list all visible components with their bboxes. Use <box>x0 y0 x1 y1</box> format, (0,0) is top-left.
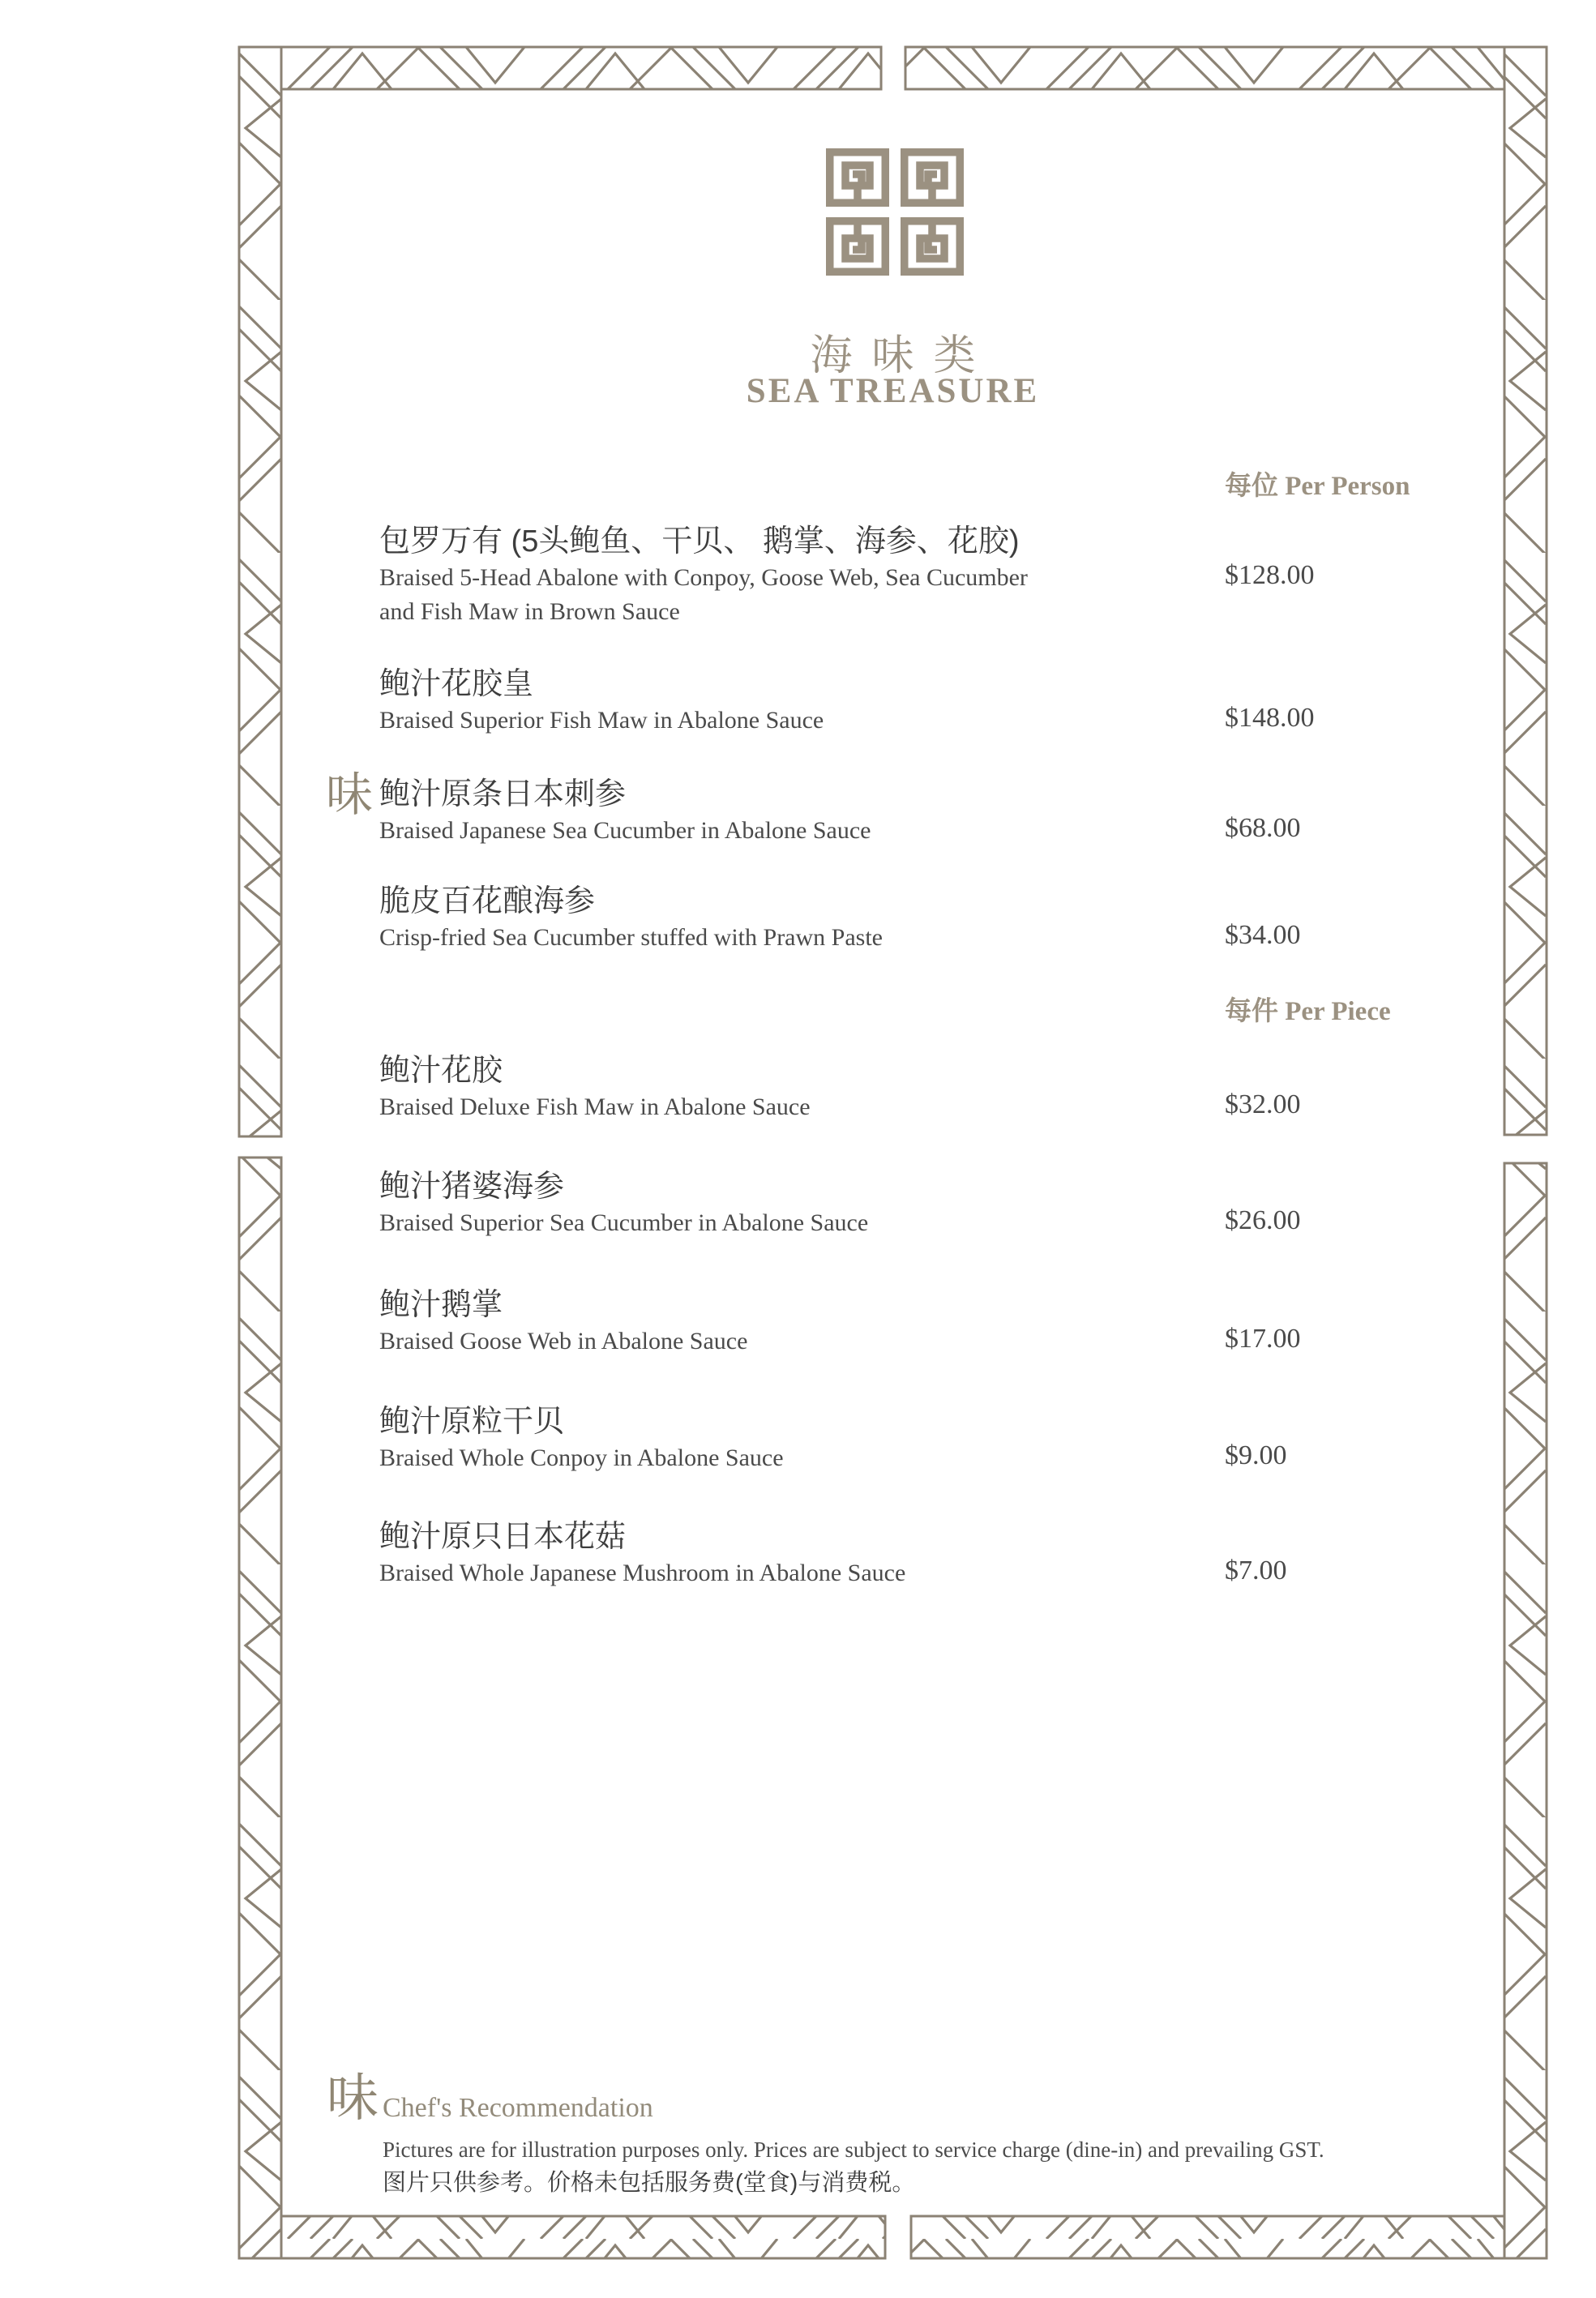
dish-name-zh: 包罗万有 (5头鲍鱼、干贝、 鹅掌、海参、花胶) <box>379 524 1020 558</box>
dish-price: $148.00 <box>1225 703 1315 733</box>
dish-name-zh: 鲍汁花胶皇 <box>379 667 534 701</box>
dish-desc-en: Braised Whole Conpoy in Abalone Sauce <box>379 1444 784 1471</box>
menu-item <box>379 1404 1514 1474</box>
dish-desc-en-line2: and Fish Maw in Brown Sauce <box>379 598 680 625</box>
disclaimer-en: Pictures are for illustration purposes only. Prices are subject to service charge (dine-in) and prevailing GST. <box>383 2138 1324 2162</box>
page-title-zh: 海味类 <box>810 332 995 379</box>
dish-desc-en: Braised Goose Web in Abalone Sauce <box>379 1328 748 1354</box>
dish-price: $32.00 <box>1225 1089 1301 1119</box>
dish-price: $26.00 <box>1225 1205 1301 1235</box>
menu-item <box>379 666 1514 736</box>
dish-price: $68.00 <box>1225 813 1301 843</box>
menu-item <box>326 768 1514 846</box>
menu-item <box>379 524 1514 627</box>
dish-name-zh: 脆皮百花酿海参 <box>379 884 596 918</box>
dish-name-zh: 鲍汁原条日本刺参 <box>379 777 627 811</box>
menu-item <box>379 884 1514 953</box>
menu-item <box>379 1169 1514 1239</box>
menu-item <box>379 1287 1514 1357</box>
dish-price: $128.00 <box>1225 560 1315 590</box>
price-header-per-person: 每位 Per Person <box>1225 472 1410 501</box>
page-title-en: SEA TREASURE <box>746 372 1040 410</box>
chef-recommendation-icon: 味 <box>327 2069 379 2127</box>
dish-name-zh: 鲍汁猪婆海参 <box>379 1170 565 1204</box>
dish-name-zh: 鲍汁花胶 <box>379 1054 503 1088</box>
dish-desc-en: Braised Japanese Sea Cucumber in Abalone Sauce <box>379 817 871 844</box>
chef-recommendation-icon: 味 <box>326 768 374 821</box>
dish-price: $7.00 <box>1225 1556 1287 1585</box>
price-header-per-piece: 每件 Per Piece <box>1225 997 1391 1026</box>
dish-name-zh: 鲍汁原粒干贝 <box>379 1405 565 1439</box>
dish-name-zh: 鲍汁原只日本花菇 <box>379 1520 627 1554</box>
menu-item <box>379 1519 1514 1589</box>
dish-desc-en: Braised Deluxe Fish Maw in Abalone Sauce <box>379 1093 811 1120</box>
dish-desc-en: Braised 5-Head Abalone with Conpoy, Goose Web, Sea Cucumber <box>379 564 1028 591</box>
dish-price: $9.00 <box>1225 1440 1287 1470</box>
disclaimer-zh: 图片只供参考。价格未包括服务费(堂食)与消费税。 <box>383 2170 916 2196</box>
dish-desc-en: Braised Superior Fish Maw in Abalone Sauce <box>379 707 824 734</box>
dish-desc-en: Braised Whole Japanese Mushroom in Abalone Sauce <box>379 1560 906 1586</box>
dish-price: $34.00 <box>1225 920 1301 950</box>
dish-desc-en: Crisp-fried Sea Cucumber stuffed with Prawn Paste <box>379 924 883 951</box>
chef-recommendation-legend: Chef's Recommendation <box>383 2093 653 2123</box>
menu-item <box>379 1053 1514 1123</box>
greek-key-logo-icon <box>826 148 964 276</box>
dish-name-zh: 鲍汁鹅掌 <box>379 1288 503 1322</box>
dish-price: $17.00 <box>1225 1324 1301 1354</box>
dish-desc-en: Braised Superior Sea Cucumber in Abalone Sauce <box>379 1209 869 1236</box>
